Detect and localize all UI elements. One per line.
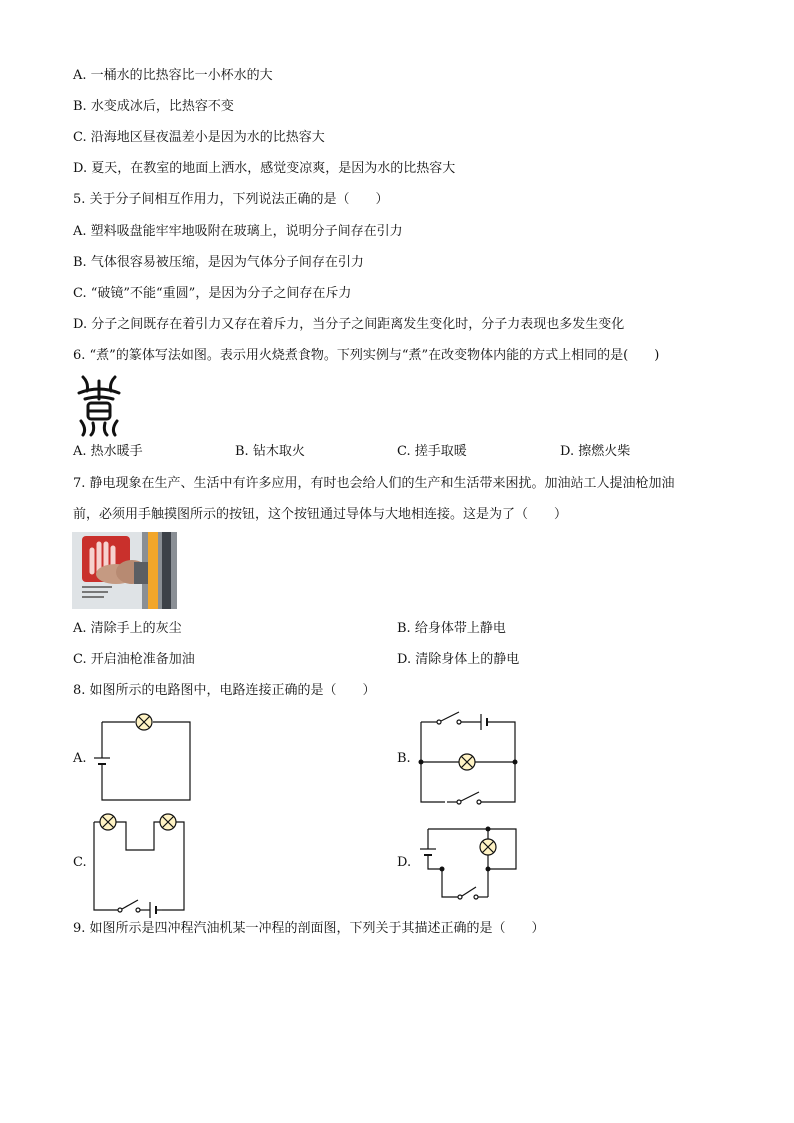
q5-option-b: B. 气体很容易被压缩，是因为气体分子间存在引力 xyxy=(73,255,364,270)
q9-stem: 9. 如图所示是四冲程汽油机某一冲程的剖面图，下列关于其描述正确的是（ ） xyxy=(73,921,545,936)
q5-option-c: C. “破镜”不能“重圆”，是因为分子之间存在斥力 xyxy=(73,286,352,301)
q8-label-b: B. xyxy=(397,751,411,766)
q6-option-b: B. 钻木取火 xyxy=(235,444,305,459)
q4-option-d: D. 夏天，在教室的地面上洒水，感觉变凉爽，是因为水的比热容大 xyxy=(73,161,456,176)
q8-stem: 8. 如图所示的电路图中，电路连接正确的是（ ） xyxy=(73,683,376,698)
q6-option-d: D. 擦燃火柴 xyxy=(560,444,631,459)
q7-option-d: D. 清除身体上的静电 xyxy=(397,652,520,667)
q6-stem: 6. “煮”的篆体写法如图。表示用火烧煮食物。下列实例与“煮”在改变物体内能的方式上相同的是( ) xyxy=(73,348,660,363)
q7-stem-line1: 7. 静电现象在生产、生活中有许多应用，有时也会给人们的生产和生活带来困扰。加油站工人提油枪加油 xyxy=(73,476,675,491)
circuit-c-diagram xyxy=(88,810,193,918)
gas-station-static-button-photo xyxy=(72,532,177,609)
q5-option-a: A. 塑料吸盘能牢牢地吸附在玻璃上，说明分子间存在引力 xyxy=(73,224,403,239)
q7-option-b: B. 给身体带上静电 xyxy=(397,621,506,636)
q5-stem: 5. 关于分子间相互作用力，下列说法正确的是（ ） xyxy=(73,192,389,207)
q6-option-a: A. 热水暖手 xyxy=(73,444,143,459)
q4-option-a: A. 一桶水的比热容比一小杯水的大 xyxy=(73,68,273,83)
circuit-d-diagram xyxy=(420,823,520,903)
q5-option-d: D. 分子之间既存在着引力又存在着斥力，当分子之间距离发生变化时，分子力表现也多发生变化 xyxy=(73,317,625,332)
seal-script-zhu-figure xyxy=(75,373,123,437)
q8-label-d: D. xyxy=(397,855,412,870)
q7-option-c: C. 开启油枪准备加油 xyxy=(73,652,195,667)
q4-option-c: C. 沿海地区昼夜温差小是因为水的比热容大 xyxy=(73,130,325,145)
q4-option-b: B. 水变成冰后，比热容不变 xyxy=(73,99,234,114)
q8-label-c: C. xyxy=(73,855,87,870)
circuit-b-diagram xyxy=(415,708,520,806)
q6-option-c: C. 搓手取暖 xyxy=(397,444,467,459)
q8-label-a: A. xyxy=(73,751,87,766)
q7-stem-line2: 前，必须用手触摸图所示的按钮，这个按钮通过导体与大地相连接。这是为了（ ） xyxy=(73,507,568,522)
circuit-a-diagram xyxy=(90,712,198,804)
q7-option-a: A. 清除手上的灰尘 xyxy=(73,621,182,636)
